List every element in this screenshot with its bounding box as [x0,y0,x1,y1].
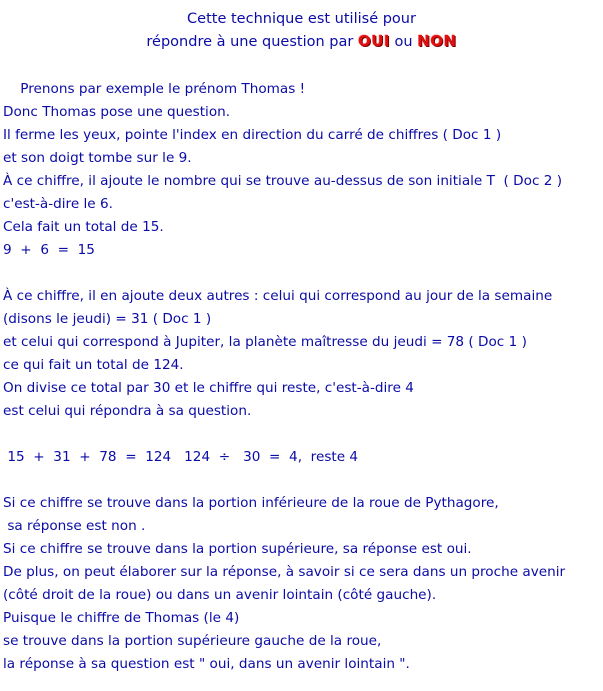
blank-line [3,469,601,492]
text-line: et celui qui correspond à Jupiter, la planète maîtresse du jeudi = 78 ( Doc 1 ) [3,334,527,350]
text-line: se trouve dans la portion supérieure gauche de la roue, [3,633,382,649]
text-line: Si ce chiffre se trouve dans la portion inférieure de la roue de Pythagore, [3,495,499,511]
text-line: et son doigt tombe sur le 9. [3,150,192,166]
text-line: Puisque le chiffre de Thomas (le 4) [3,610,240,626]
non-badge: NON [417,32,457,50]
text-line: On divise ce total par 30 et le chiffre qui reste, c'est-à-dire 4 [3,380,414,396]
explanation-text [3,78,601,676]
header-line-2 [0,30,603,53]
text-line: Prenons par exemple le prénom Thomas ! [3,81,306,97]
text-line: Donc Thomas pose une question. [3,104,231,120]
text-line: De plus, on peut élaborer sur la réponse, à savoir si ce sera dans un proche avenir [3,564,566,580]
calculation-line-1: 9 + 6 = 15 [3,242,95,258]
text-line: sa réponse est non . [3,518,146,534]
text-line: À ce chiffre, il en ajoute deux autres : celui qui correspond au jour de la semaine [3,288,553,304]
intro-header [0,8,603,53]
text-line: Il ferme les yeux, pointe l'index en direction du carré de chiffres ( Doc 1 ) [3,127,502,143]
text-line: Cela fait un total de 15. [3,219,164,235]
oui-badge: OUI [357,32,390,50]
text-line: c'est-à-dire le 6. [3,196,113,212]
text-line: la réponse à sa question est " oui, dans un avenir lointain ". [3,656,410,672]
text-line: Si ce chiffre se trouve dans la portion supérieure, sa réponse est oui. [3,541,472,557]
text-line: (disons le jeudi) = 31 ( Doc 1 ) [3,311,212,327]
text-line: (côté droit de la roue) ou dans un avenir lointain (côté gauche). [3,587,437,603]
header-connector: ou [389,34,418,50]
header-line-1: Cette technique est utilisé pour [187,11,416,27]
calculation-line-2: 15 + 31 + 78 = 124 124 ÷ 30 = 4, reste 4 [3,449,359,465]
text-line: est celui qui répondra à sa question. [3,403,252,419]
text-line: ce qui fait un total de 124. [3,357,184,373]
text-line: À ce chiffre, il ajoute le nombre qui se trouve au-dessus de son initiale T ( Doc 2 ) [3,173,563,189]
blank-line [3,423,601,446]
blank-line [3,262,601,285]
header-line-2-text: répondre à une question par [146,34,358,50]
